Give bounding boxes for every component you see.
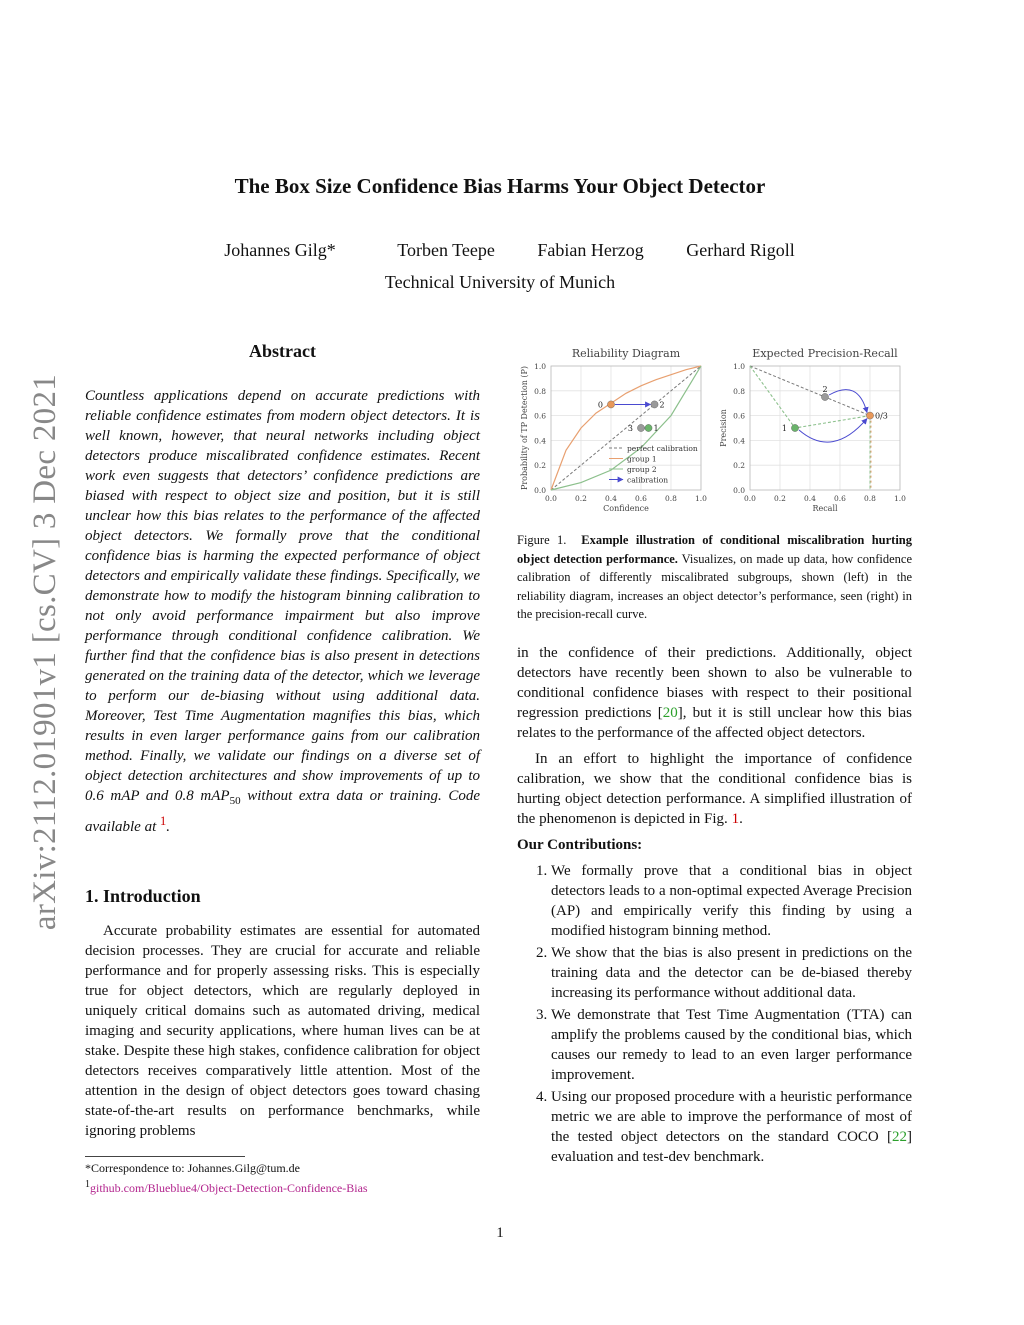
y-tick-label: 0.2: [733, 461, 745, 471]
author-1: [205, 240, 355, 261]
y-tick-label: 1.0: [534, 362, 546, 371]
abstract-heading: Abstract: [249, 341, 316, 361]
x-axis-label: Recall: [812, 504, 838, 513]
right-p2-a: In an effort to highlight the importance of confidence calibration, we show that the conditional confidence bias is hurting object detection performance. A simplified illustration of the phenomenon is depicted in Fig.: [517, 751, 912, 827]
right-paragraph-1: [517, 643, 912, 743]
data-point: [866, 412, 873, 419]
contrib4-b: ] evaluation and test-dev benchmark.: [551, 1129, 912, 1165]
data-point: [607, 401, 614, 408]
x-tick-label: 1.0: [894, 494, 906, 503]
contributions-heading: Our Contributions:: [517, 837, 643, 853]
paper-title: The Box Size Confidence Bias Harms Your Object Detector: [234, 174, 766, 198]
right-column-text: [517, 643, 912, 1169]
x-tick-label: 1.0: [695, 494, 707, 503]
figure-caption: [517, 531, 912, 624]
abstract-subscript: 50: [229, 795, 241, 807]
legend-label: group 2: [627, 465, 657, 474]
intro-paragraph: Accurate probability estimates are essential for automated decision processes. They are crucial for accurate and reliable performance and for properly assessing risks. This is especially true for object detectors, which are regularly deployed in uniquely critical domains such as automated driving, medical imaging and security applications, where human lives can be at stake. Despite these high stakes, confidence calibration for object detectors receives comparatively little attention. Most of the attention in the design of object detectors goes toward chasing state-of-the-art results on performance benchmarks, while ignoring problems: [85, 923, 480, 1139]
footnote-mark: 1: [85, 1179, 90, 1190]
y-axis-label: Probability of TP Detection (P): [520, 365, 529, 491]
page-number: 1: [496, 1225, 504, 1241]
abstract-footnote-mark[interactable]: 1: [160, 814, 167, 828]
data-point-label: 2: [659, 400, 665, 410]
y-tick-label: 0.4: [733, 436, 745, 446]
y-tick-label: 0.2: [534, 461, 546, 471]
abstract-tail: without extra data or training. Code available at: [85, 788, 480, 835]
reliability-diagram: [520, 347, 707, 513]
x-tick-label: 0.8: [665, 494, 677, 503]
arxiv-stamp: arXiv:2112.01901v1 [cs.CV] 3 Dec 2021: [27, 373, 63, 931]
data-point: [651, 401, 658, 408]
data-point: [821, 393, 828, 400]
figure-1: [515, 338, 915, 518]
author-2: Torben Teepe: [397, 240, 495, 260]
affiliation: Technical University of Munich: [384, 272, 616, 292]
data-point-label: 1: [781, 424, 787, 433]
right-p1-a: in the confidence of their predictions. Additionally, object detectors have recently been shown to also be vulnerable to conditional confidence biases with respect to their positional regression predictions [: [517, 645, 912, 721]
data-point-label: 1: [653, 424, 659, 433]
x-tick-label: 0.0: [545, 494, 557, 503]
right-p1-b: ], but it is still unclear how this bias relates to the performance of the affected object detectors.: [517, 705, 912, 741]
abstract-text: Countless applications depend on accurate predictions with reliable confidence estimates from modern object detectors. It is well known, however, that neural networks including object detectors produce miscalibrated confidence estimates. Recent work even suggests that detectors’ confidence predictions are biased with respect to object size and position, but it is still unclear how this bias relates to the performance of the affected object detectors. We formally prove that the conditional confidence bias is harming the expected performance of object detectors and empirically validate these findings. Specifically, we demonstrate how to modify the histogram binning calibration to not only avoid performance impairment but also improve performance through conditional confidence calibration. We further find that the confidence bias is also present in detections generated on the training data of the detector, which we leverage to perform our de-biasing without using additional data. Moreover, Test Time Augmentation magnifies this bias, which results in even larger performance gains from our calibration method. Finally, we validate our findings on a diverse set of object detection architectures and show improvements of up to 0.6 mAP and 0.8 mAP$_{50}$ without extra data or training. Code available at $^1$.: [85, 388, 480, 835]
x-tick-label: 0.2: [575, 494, 587, 503]
data-point-label: 3: [627, 424, 633, 433]
y-tick-label: 1.0: [733, 362, 745, 371]
abstract-body: Countless applications depend on accurate predictions with reliable confidence estimates from modern object detectors. It is well known, however, that neural networks including object detectors produce miscalibrated confidence estimates. Recent work even suggests that detectors’ confidence predictions are biased with respect to object size and position, but it is still unclear how this bias relates to the performance of the affected object detectors. We formally prove that the conditional confidence bias is harming the expected performance of object detectors and empirically validate these findings. Specifically, we demonstrate how to modify the histogram binning calibration to not only avoid performance impairment but also improve performance through conditional confidence calibration. We further find that the confidence bias is also present in detections generated on the training data of the detector, which we leverage to perform our de-biasing without using additional data. Moreover, Test Time Augmentation magnifies this bias, which results in even larger performance gains from our calibration method. Finally, we validate our findings on a diverse set of object detection architectures and show improvements of up to 0.6 mAP and 0.8 mAP: [85, 388, 480, 804]
series-perfect-calibration: [551, 366, 701, 490]
figure-ref-1[interactable]: 1: [731, 811, 740, 827]
citation-20[interactable]: 20: [662, 705, 678, 721]
github-link[interactable]: github.com/Blueblue4/Object-Detection-Confidence-Bias: [90, 1181, 368, 1195]
citation-22[interactable]: 22: [892, 1129, 907, 1145]
figure-caption-label: Figure 1.: [517, 533, 567, 547]
x-axis-label: Confidence: [603, 504, 649, 513]
x-tick-label: 0.6: [834, 494, 846, 503]
legend-label: calibration: [627, 475, 669, 485]
figure-caption-bold: Example illustration of conditional miscalibration hurting object detection performance.: [517, 533, 913, 566]
footnote-rule: [85, 1156, 245, 1157]
y-tick-label: 0.0: [534, 486, 546, 495]
x-tick-label: 0.8: [864, 494, 876, 503]
chart-title: Reliability Diagram: [571, 347, 681, 360]
y-tick-label: 0.0: [733, 486, 745, 495]
data-point-label: 0/3: [875, 411, 888, 421]
figure-caption-rest: Visualizes, on made up data, how confidence calibration of differently miscalibrated subgroups, shown (left) in the reliability diagram, increases an object detector’s performance, seen (right) in the precision-recall curve.: [517, 551, 912, 621]
legend-label: perfect calibration: [627, 444, 698, 453]
author-4: Gerhard Rigoll: [686, 240, 795, 260]
x-tick-label: 0.2: [774, 494, 786, 503]
contribution-item-4: [551, 1087, 912, 1167]
contribution-item-2: 2. We show that the bias is also present in predictions on the training data and the detector can be de-biased thereby increasing its performance without additional data.: [551, 943, 912, 1003]
x-tick-label: 0.4: [605, 494, 617, 503]
precision-recall-chart: [719, 347, 906, 513]
data-point: [791, 424, 798, 431]
data-point-label: 2: [822, 385, 828, 394]
y-tick-label: 0.8: [733, 386, 745, 396]
contribution-item-3: 3. We demonstrate that Test Time Augmentation (TTA) can amplify the problems caused by the conditional bias, which causes our remedy to lead to an even larger performance improvement.: [551, 1005, 912, 1085]
author-1-name: Johannes Gilg*: [224, 240, 336, 260]
x-tick-label: 0.0: [744, 494, 756, 503]
y-tick-label: 0.4: [534, 436, 546, 446]
chart-title: Expected Precision-Recall: [752, 347, 898, 360]
author-list: [0, 240, 1000, 261]
right-p2-b: .: [739, 811, 743, 827]
data-point-label: 0: [597, 400, 603, 410]
legend-label: group 1: [627, 454, 657, 464]
y-tick-label: 0.6: [534, 411, 546, 421]
y-axis-label: Precision: [719, 409, 728, 447]
data-point: [637, 424, 644, 431]
contributions-list: [517, 861, 912, 1167]
contrib4-a: Using our proposed procedure with a heuristic performance metric we are able to improve the performance of most of the tested object detectors on the standard COCO [: [551, 1089, 912, 1145]
x-tick-label: 0.6: [635, 494, 647, 503]
contribution-item-1: 1. We formally prove that a conditional bias in object detectors leads to a non-optimal expected Average Precision (AP) and empirically verify this finding by using a modified histogram binning method.: [551, 861, 912, 941]
data-point: [645, 424, 652, 431]
y-tick-label: 0.6: [733, 411, 745, 421]
section-heading-introduction: 1. Introduction: [85, 886, 201, 906]
x-tick-label: 0.4: [804, 494, 816, 503]
y-tick-label: 0.8: [534, 386, 546, 396]
right-paragraph-2: [517, 749, 912, 829]
author-3: Fabian Herzog: [537, 240, 644, 260]
footnote-correspondence: *Correspondence to: Johannes.Gilg@tum.de: [85, 1161, 301, 1175]
footnote-github: [85, 1177, 485, 1196]
introduction-text: [85, 921, 480, 1141]
